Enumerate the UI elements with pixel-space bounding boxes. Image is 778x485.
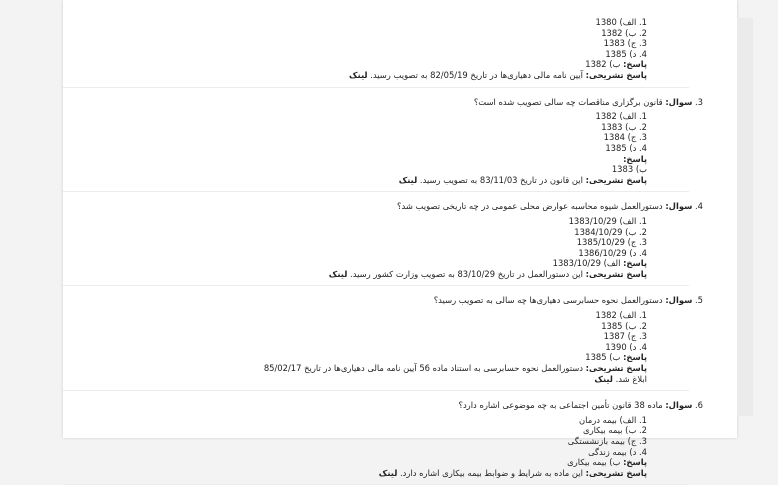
option-d: 4. د) 1385 [605, 48, 647, 59]
answer-line [63, 457, 703, 468]
answer-line [63, 258, 703, 269]
explanation-text: این قانون در تاریخ 83/11/03 به تصویب رسید. [419, 174, 583, 185]
question-number: 4. [694, 201, 703, 212]
source-link[interactable]: لینک [594, 373, 613, 384]
answer-label: پاسخ: [623, 59, 647, 70]
question-line [63, 400, 703, 411]
answer-value: الف) 1383/10/29 [552, 258, 621, 269]
scrollbar-track[interactable] [737, 18, 753, 416]
explanation-line [63, 175, 703, 186]
option-c: 3. ج) 1383 [603, 38, 647, 49]
question-block-2 [63, 0, 703, 81]
option-c: 3. ج) بیمه بازنشستگی [567, 436, 647, 446]
answer-value: ب) 1382 [585, 59, 621, 70]
option-a: 1. الف) 1383/10/29 [568, 215, 647, 226]
explanation-label: پاسخ تشریحی: [585, 363, 647, 374]
explanation-line [63, 363, 703, 374]
answer-value: ب) 1383 [611, 164, 647, 175]
document-page [63, 0, 737, 478]
question-label: سوال: [665, 400, 693, 411]
option-a: 1. الف) 1382 [595, 310, 647, 321]
answer-label: پاسخ: [623, 352, 647, 363]
answer-value: ب) بیمه بیکاری [567, 457, 621, 468]
question-text: دستورالعمل شیوه محاسبه عوارض محلی عمومی در چه تاریخی تصویب شد؟ [397, 201, 663, 212]
question-block-4 [63, 201, 703, 279]
explanation-label: پاسخ تشریحی: [585, 268, 647, 279]
question-number: 5. [694, 295, 703, 306]
option-b: 2. ب) 1384/10/29 [574, 226, 647, 237]
question-text: ماده 38 قانون تأمین اجتماعی به چه موضوعی اشاره دارد؟ [458, 400, 663, 411]
option-c: 3. ج) 1384 [603, 132, 647, 143]
option-d: 4. د) 1390 [605, 341, 647, 352]
question-line [63, 295, 703, 306]
explanation-line [63, 70, 703, 81]
question-block-3 [63, 97, 703, 186]
option-d: 4. د) 1385 [605, 142, 647, 153]
option-d: 4. د) بیمه زندگی [588, 446, 647, 457]
question-number: 6. [694, 400, 703, 411]
answer-label: پاسخ: [623, 457, 647, 468]
option-c: 3. ج) 1385/10/29 [576, 237, 647, 248]
explanation-label: پاسخ تشریحی: [585, 174, 647, 185]
answer-line [63, 59, 703, 70]
explanation-text: این دستورالعمل در تاریخ 83/10/29 به تصویب وزارت کشور رسید. [350, 268, 583, 279]
explanation-label: پاسخ تشریحی: [585, 69, 647, 80]
question-block-5 [63, 295, 703, 384]
question-number: 3. [694, 96, 703, 107]
question-text: قانون برگزاری مناقصات چه سالی تصویب شده است؟ [473, 96, 663, 107]
option-b: 2. ب) بیمه بیکاری [583, 425, 647, 436]
option-b: 2. ب) 1383 [601, 121, 647, 132]
question-line [63, 97, 703, 108]
option-b: 2. ب) 1385 [601, 320, 647, 331]
question-list [63, 0, 703, 478]
source-link[interactable]: لینک [328, 268, 348, 279]
answer-value: ب) 1385 [585, 352, 621, 363]
source-link[interactable]: لینک [378, 467, 398, 478]
explanation-line [63, 269, 703, 280]
option-a: 1. الف) 1382 [595, 111, 647, 122]
explanation-text: دستورالعمل نحوه حسابرسی به استناد ماده 56 آیین نامه مالی دهیاری‌ها در تاریخ 85/02/17 [263, 363, 583, 374]
question-block-6 [63, 400, 703, 478]
question-label: سوال: [665, 96, 693, 107]
option-b: 2. ب) 1382 [601, 27, 647, 38]
answer-line [63, 352, 703, 363]
option-a: 1. الف) 1380 [595, 17, 647, 27]
question-label: سوال: [665, 201, 693, 212]
explanation-label: پاسخ تشریحی: [585, 467, 647, 478]
option-a: 1. الف) بیمه درمان [579, 414, 647, 425]
answer-label: پاسخ: [623, 153, 647, 164]
source-link[interactable]: لینک [398, 174, 418, 185]
explanation-text: این ماده به شرایط و ضوابط بیمه بیکاری اشاره دارد. [400, 467, 583, 478]
source-link[interactable]: لینک [348, 69, 368, 80]
question-line [63, 201, 703, 212]
explanation-continued [63, 374, 703, 385]
answer-label: پاسخ: [623, 258, 647, 269]
answer-line [63, 154, 703, 165]
explanation-line [63, 468, 703, 479]
explanation-text: آیین نامه مالی دهیاری‌ها در تاریخ 82/05/19 به تصویب رسید. [370, 69, 583, 80]
question-label: سوال: [665, 295, 693, 306]
option-c: 3. ج) 1387 [603, 331, 647, 342]
question-text: دستورالعمل نحوه حسابرسی دهیاری‌ها چه سالی به تصویب رسید؟ [433, 295, 663, 306]
explanation-text-2: ابلاغ شد. [615, 373, 647, 384]
option-d: 4. د) 1386/10/29 [578, 247, 647, 258]
